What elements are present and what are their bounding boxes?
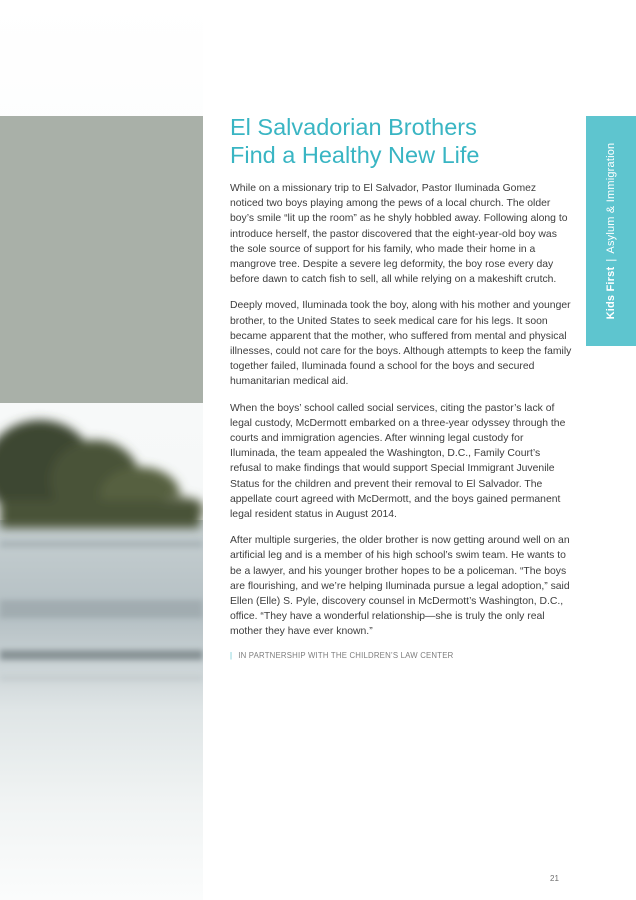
section-name: Kids First [605, 266, 617, 320]
article-body [230, 181, 572, 660]
article-title [230, 113, 570, 169]
credit-text: IN PARTNERSHIP WITH THE CHILDREN’S LAW CENTER [238, 650, 454, 660]
article-paragraph: Deeply moved, Iluminada took the boy, along with his mother and younger brother, to the United States to seek medical care for his legs. It soon became apparent that the mother, who suffered from mental and physical illnesses, could not care for the boys. Although attempts to keep the family together failed, Iluminada found a school for the boys and secured humanitarian medical aid. [230, 300, 572, 388]
article-paragraph: When the boys’ school called social services, citing the pastor’s lack of legal custody, McDermott embarked on a three-year odyssey through the courts and immigration agencies. After winning legal custody for Iluminada, the team appealed the Washington, D.C., Family Court’s refusal to make findings that would support Special Immigrant Juvenile Status for the children and prevent their removal to El Salvador. The appellate court agreed with McDermott, and the boys gained permanent legal resident status in August 2014. [230, 402, 566, 521]
left-photo-panel [0, 0, 203, 900]
article-title-line-2: Find a Healthy New Life [230, 142, 480, 168]
article-paragraph: After multiple surgeries, the older brother is now getting around well on an artificial leg and is a member of his high school’s swim team. He wants to be a lawyer, and his younger brother hopes to be a policeman. “The boys are flourishing, and we’re helping Iluminada pursue a legal adoption,” said Ellen (Elle) S. Pyle, discovery counsel in McDermott’s Washington, D.C., office. “They have a wonderful relationship—she is truly the only real mother they have ever known.” [230, 535, 570, 638]
section-side-tab-label [605, 143, 617, 320]
subsection-name: Asylum & Immigration [605, 142, 617, 254]
gray-color-block [0, 116, 203, 403]
article-paragraph: While on a missionary trip to El Salvador, Pastor Iluminada Gomez noticed two boys playing among the pews of a local church. The older boy’s smile “lit up the room” as he shyly hobbled away. Following along to introduce herself, the pastor discovered that the eight-year-old boy was the sole source of support for his family, who made their home in a mangrove tree. Despite a severe leg deformity, the boy rose every day before dawn to catch fish to sell, all while relying on a makeshift crutch. [230, 183, 568, 286]
partnership-credit [230, 651, 572, 660]
credit-bar: | [230, 650, 233, 660]
article-title-line-1: El Salvadorian Brothers [230, 114, 477, 140]
section-separator: | [605, 258, 617, 262]
page-number: 21 [550, 874, 559, 883]
